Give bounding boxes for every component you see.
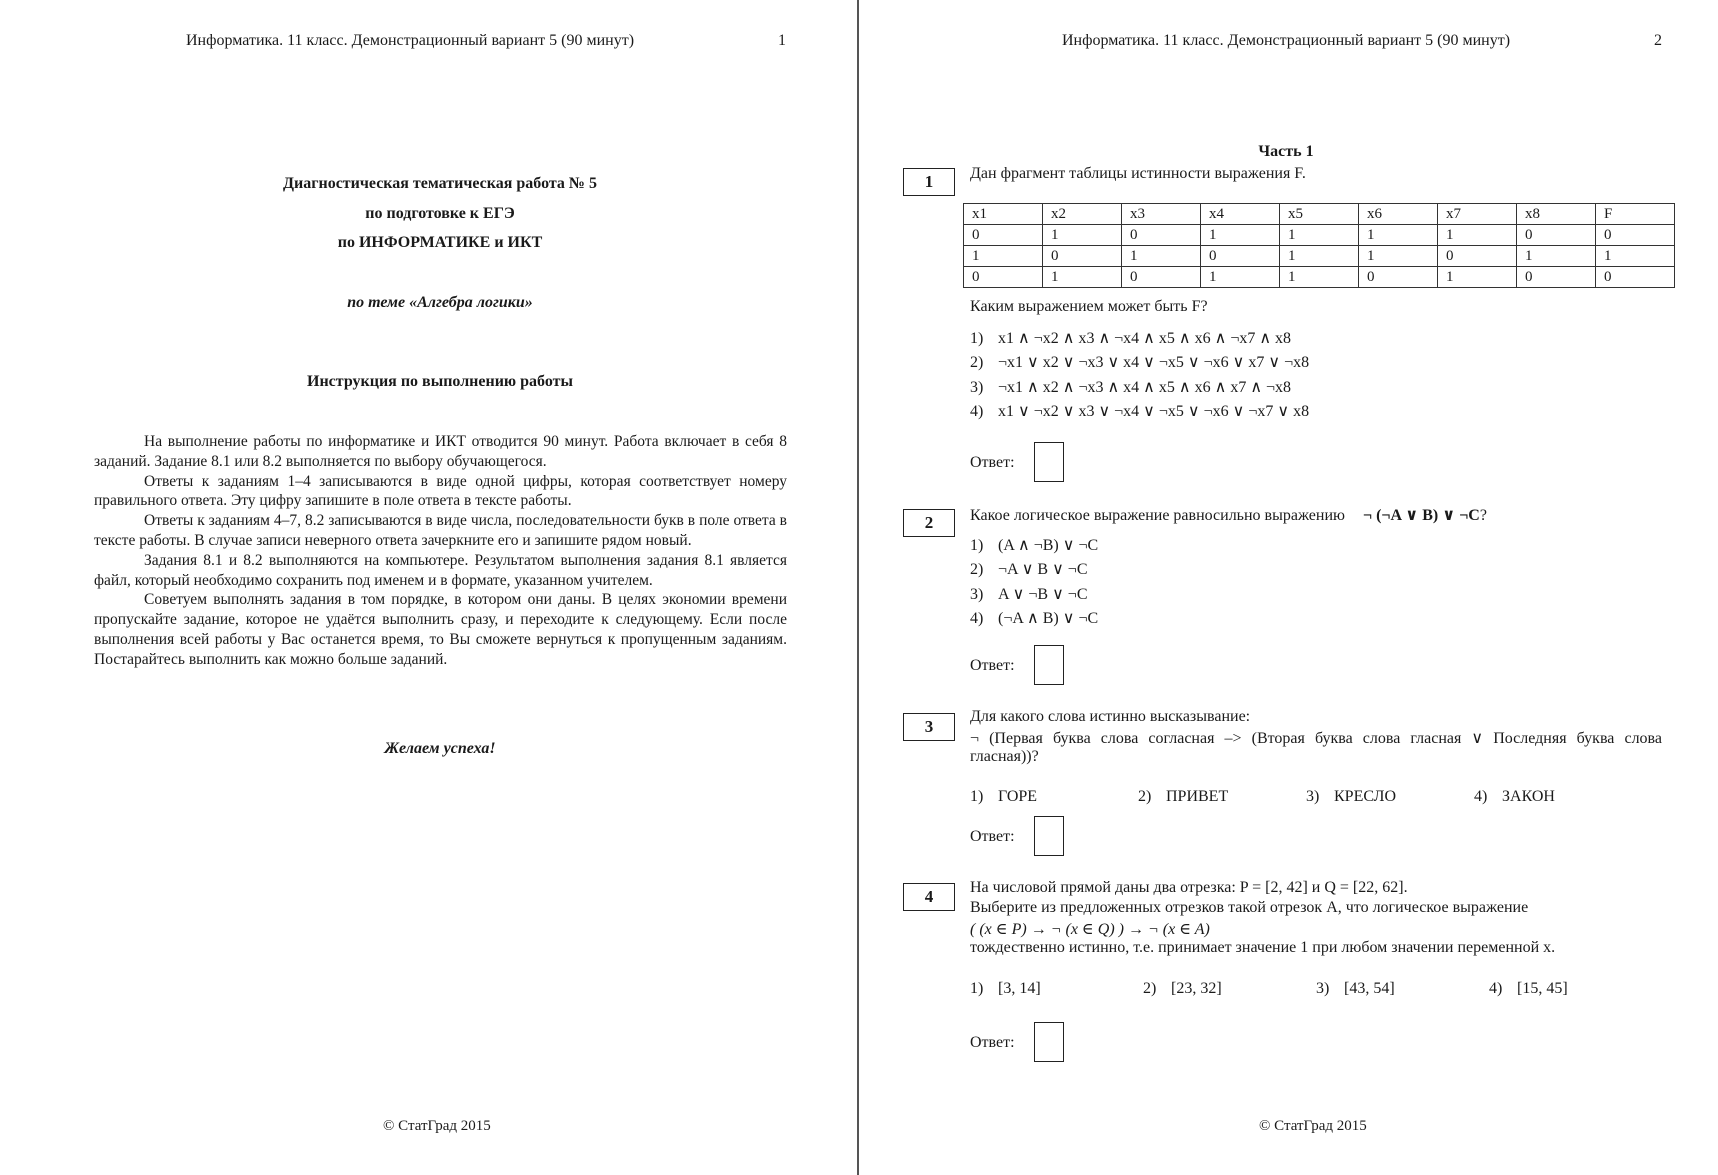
paragraph: Ответы к заданиям 1–4 записываются в виде одной цифры, которая соответствует номеру правильного ответа. Эту цифру запишите в поле ответа в тексте работы. bbox=[94, 472, 787, 510]
option-text: (A ∧ ¬B) ∨ ¬C bbox=[998, 537, 1099, 554]
table-cell: 1 bbox=[1201, 267, 1280, 288]
table-cell: 0 bbox=[1517, 267, 1596, 288]
q2-answer-box[interactable] bbox=[1034, 645, 1064, 685]
option-number: 1) bbox=[970, 788, 984, 805]
truth-table bbox=[963, 203, 1675, 288]
q1-question: Каким выражением может быть F? bbox=[970, 298, 1208, 315]
option-text: ЗАКОН bbox=[1502, 788, 1555, 805]
q1-text: Дан фрагмент таблицы истинности выражения F. bbox=[970, 165, 1306, 182]
page-header: Информатика. 11 класс. Демонстрационный вариант 5 (90 минут) bbox=[1062, 32, 1511, 49]
page-footer: © СтатГрад 2015 bbox=[1259, 1118, 1367, 1134]
paragraph: Советуем выполнять задания в том порядке, в котором они даны. В целях экономии времени пропускайте задание, которое не удаётся выполнить сразу, и переходите к следующему. Если после выполнения всей работы у Вас останется время, то Вы сможете вернуться к пропущенным заданиям. Постарайтесь выполнить как можно больше заданий. bbox=[94, 591, 787, 668]
option-number: 3) bbox=[970, 379, 984, 396]
table-header-cell: x3 bbox=[1122, 204, 1201, 225]
option-number: 1) bbox=[970, 980, 984, 997]
option-text: [3, 14] bbox=[998, 980, 1041, 997]
option-text: ПРИВЕТ bbox=[1166, 788, 1229, 805]
option-text: ¬x1 ∨ x2 ∨ ¬x3 ∨ x4 ∨ ¬x5 ∨ ¬x6 ∨ x7 ∨ ¬x8 bbox=[998, 354, 1310, 371]
q1-option-1 bbox=[970, 328, 1291, 348]
question-number-4: 4 bbox=[903, 883, 955, 911]
table-header-cell: x4 bbox=[1201, 204, 1280, 225]
q3-option-4 bbox=[1474, 788, 1555, 806]
q4-option-3 bbox=[1316, 980, 1395, 998]
q4-answer-label: Ответ: bbox=[970, 1034, 1015, 1051]
page-1 bbox=[0, 0, 857, 1175]
q1-answer-box[interactable] bbox=[1034, 442, 1064, 482]
q1-answer-label: Ответ: bbox=[970, 454, 1015, 471]
q2-option-4 bbox=[970, 608, 1098, 628]
table-row bbox=[964, 267, 1675, 288]
option-number: 3) bbox=[970, 586, 984, 603]
option-text: A ∨ ¬B ∨ ¬C bbox=[998, 586, 1088, 603]
option-number: 4) bbox=[970, 610, 984, 627]
option-number: 1) bbox=[970, 537, 984, 554]
option-number: 4) bbox=[970, 403, 984, 420]
table-cell: 0 bbox=[1359, 267, 1438, 288]
table-cell: 0 bbox=[1596, 225, 1675, 246]
q3-answer-box[interactable] bbox=[1034, 816, 1064, 856]
option-number: 4) bbox=[1489, 980, 1503, 997]
option-text: [43, 54] bbox=[1344, 980, 1395, 997]
wish-text: Желаем успеха! bbox=[384, 740, 496, 757]
page-number: 2 bbox=[1654, 32, 1662, 49]
q3-option-3 bbox=[1306, 788, 1396, 806]
q2-option-3 bbox=[970, 584, 1087, 604]
q4-option-2 bbox=[1143, 980, 1222, 998]
q3-text-line-2: ¬ (Первая буква слова согласная –> (Вторая буква слова гласная ∨ Последняя буква слова bbox=[970, 730, 1662, 747]
table-header-row bbox=[964, 204, 1675, 225]
option-text: КРЕСЛО bbox=[1334, 788, 1397, 805]
option-text: [15, 45] bbox=[1517, 980, 1568, 997]
option-text: ¬x1 ∧ x2 ∧ ¬x3 ∧ x4 ∧ x5 ∧ x6 ∧ x7 ∧ ¬x8 bbox=[998, 379, 1292, 396]
option-number: 3) bbox=[1316, 980, 1330, 997]
table-cell: 0 bbox=[1438, 246, 1517, 267]
q1-option-2 bbox=[970, 352, 1309, 372]
option-text: ¬A ∨ B ∨ ¬C bbox=[998, 561, 1088, 578]
option-number: 3) bbox=[1306, 788, 1320, 805]
table-cell: 0 bbox=[964, 225, 1043, 246]
page-2 bbox=[859, 0, 1718, 1175]
option-text: [23, 32] bbox=[1171, 980, 1222, 997]
instruction-body bbox=[94, 432, 787, 670]
table-cell: 0 bbox=[1122, 267, 1201, 288]
subtitle: по теме «Алгебра логики» bbox=[347, 294, 533, 311]
part-title-text: Часть 1 bbox=[1258, 143, 1314, 160]
table-cell: 1 bbox=[1359, 225, 1438, 246]
title-line-1: Диагностическая тематическая работа № 5 bbox=[282, 175, 598, 192]
q4-answer-box[interactable] bbox=[1034, 1022, 1064, 1062]
q2-answer-label: Ответ: bbox=[970, 657, 1015, 674]
table-header-cell: x7 bbox=[1438, 204, 1517, 225]
table-cell: 1 bbox=[964, 246, 1043, 267]
table-cell: 0 bbox=[964, 267, 1043, 288]
question-number-2: 2 bbox=[903, 509, 955, 537]
table-cell: 1 bbox=[1438, 267, 1517, 288]
title-line-3: по ИНФОРМАТИКЕ и ИКТ bbox=[337, 234, 543, 251]
table-cell: 0 bbox=[1596, 267, 1675, 288]
table-row bbox=[964, 246, 1675, 267]
table-header-cell: x2 bbox=[1043, 204, 1122, 225]
table-cell: 1 bbox=[1280, 267, 1359, 288]
option-number: 2) bbox=[970, 354, 984, 371]
page-footer: © СтатГрад 2015 bbox=[383, 1118, 491, 1134]
table-header-cell: x1 bbox=[964, 204, 1043, 225]
table-cell: 1 bbox=[1043, 225, 1122, 246]
page-number: 1 bbox=[778, 32, 786, 49]
q2-question-mark: ? bbox=[1479, 507, 1487, 524]
q2-option-2 bbox=[970, 559, 1087, 579]
table-cell: 1 bbox=[1596, 246, 1675, 267]
table-cell: 0 bbox=[1122, 225, 1201, 246]
table-cell: 1 bbox=[1280, 225, 1359, 246]
q3-option-2 bbox=[1138, 788, 1228, 806]
q3-answer-label: Ответ: bbox=[970, 828, 1015, 845]
table-header-cell: x5 bbox=[1280, 204, 1359, 225]
q4-line-4: тождественно истинно, т.е. принимает значение 1 при любом значении переменной x. bbox=[970, 939, 1556, 956]
q3-option-1 bbox=[970, 788, 1037, 806]
table-cell: 0 bbox=[1043, 246, 1122, 267]
q4-option-4 bbox=[1489, 980, 1568, 998]
option-number: 4) bbox=[1474, 788, 1488, 805]
option-number: 2) bbox=[970, 561, 984, 578]
q2-option-1 bbox=[970, 535, 1098, 555]
paragraph: Ответы к заданиям 4–7, 8.2 записываются в виде числа, последовательности букв в поле ответа в тексте работы. В случае записи неверного ответа зачеркните его и запишите рядом новый. bbox=[94, 512, 787, 549]
table-cell: 1 bbox=[1280, 246, 1359, 267]
option-text: ГОРЕ bbox=[998, 788, 1038, 805]
table-cell: 1 bbox=[1517, 246, 1596, 267]
table-header-cell: F bbox=[1596, 204, 1675, 225]
instruction-title: Инструкция по выполнению работы bbox=[307, 373, 573, 390]
table-cell: 1 bbox=[1201, 225, 1280, 246]
q4-line-3: ( (x ∈ P) → ¬ (x ∈ Q) ) → ¬ (x ∈ A) bbox=[970, 921, 1210, 938]
option-number: 1) bbox=[970, 330, 984, 347]
table-cell: 0 bbox=[1201, 246, 1280, 267]
table-header-cell: x6 bbox=[1359, 204, 1438, 225]
question-number-3: 3 bbox=[903, 713, 955, 741]
table-row bbox=[964, 225, 1675, 246]
q2-text bbox=[970, 505, 1487, 525]
q4-line-2: Выберите из предложенных отрезков такой отрезок A, что логическое выражение bbox=[970, 899, 1529, 916]
paragraph: Задания 8.1 и 8.2 выполняются на компьютере. Результатом выполнения задания 8.1 является файл, который необходимо сохранить под именем и в формате, указанном учителем. bbox=[94, 551, 787, 589]
q1-option-3 bbox=[970, 377, 1291, 397]
question-number-1: 1 bbox=[903, 168, 955, 196]
paragraph: На выполнение работы по информатике и ИКТ отводится 90 минут. Работа включает в себя 8 заданий. Задание 8.1 или 8.2 выполняется по выбору обучающегося. bbox=[94, 433, 787, 470]
q4-option-1 bbox=[970, 980, 1041, 998]
q3-text-line-1: Для какого слова истинно высказывание: bbox=[970, 708, 1251, 725]
table-header-cell: x8 bbox=[1517, 204, 1596, 225]
q4-line-1: На числовой прямой даны два отрезка: P = [2, 42] и Q = [22, 62]. bbox=[970, 879, 1408, 896]
option-text: x1 ∧ ¬x2 ∧ x3 ∧ ¬x4 ∧ x5 ∧ x6 ∧ ¬x7 ∧ x8 bbox=[998, 330, 1292, 347]
table-cell: 1 bbox=[1359, 246, 1438, 267]
option-text: (¬A ∧ B) ∨ ¬C bbox=[998, 610, 1099, 627]
option-number: 2) bbox=[1143, 980, 1157, 997]
table-cell: 1 bbox=[1438, 225, 1517, 246]
table-cell: 0 bbox=[1517, 225, 1596, 246]
title-line-2: по подготовке к ЕГЭ bbox=[365, 205, 515, 222]
q1-option-4 bbox=[970, 401, 1309, 421]
q3-text-line-3: гласная))? bbox=[970, 748, 1039, 765]
q2-text-main: Какое логическое выражение равносильно выражению bbox=[970, 507, 1345, 524]
table-cell: 1 bbox=[1043, 267, 1122, 288]
option-number: 2) bbox=[1138, 788, 1152, 805]
q2-expression: ¬ (¬A ∨ B) ∨ ¬C bbox=[1362, 507, 1480, 524]
option-text: x1 ∨ ¬x2 ∨ x3 ∨ ¬x4 ∨ ¬x5 ∨ ¬x6 ∨ ¬x7 ∨ x8 bbox=[998, 403, 1310, 420]
table-cell: 1 bbox=[1122, 246, 1201, 267]
page-header: Информатика. 11 класс. Демонстрационный вариант 5 (90 минут) bbox=[186, 32, 635, 49]
